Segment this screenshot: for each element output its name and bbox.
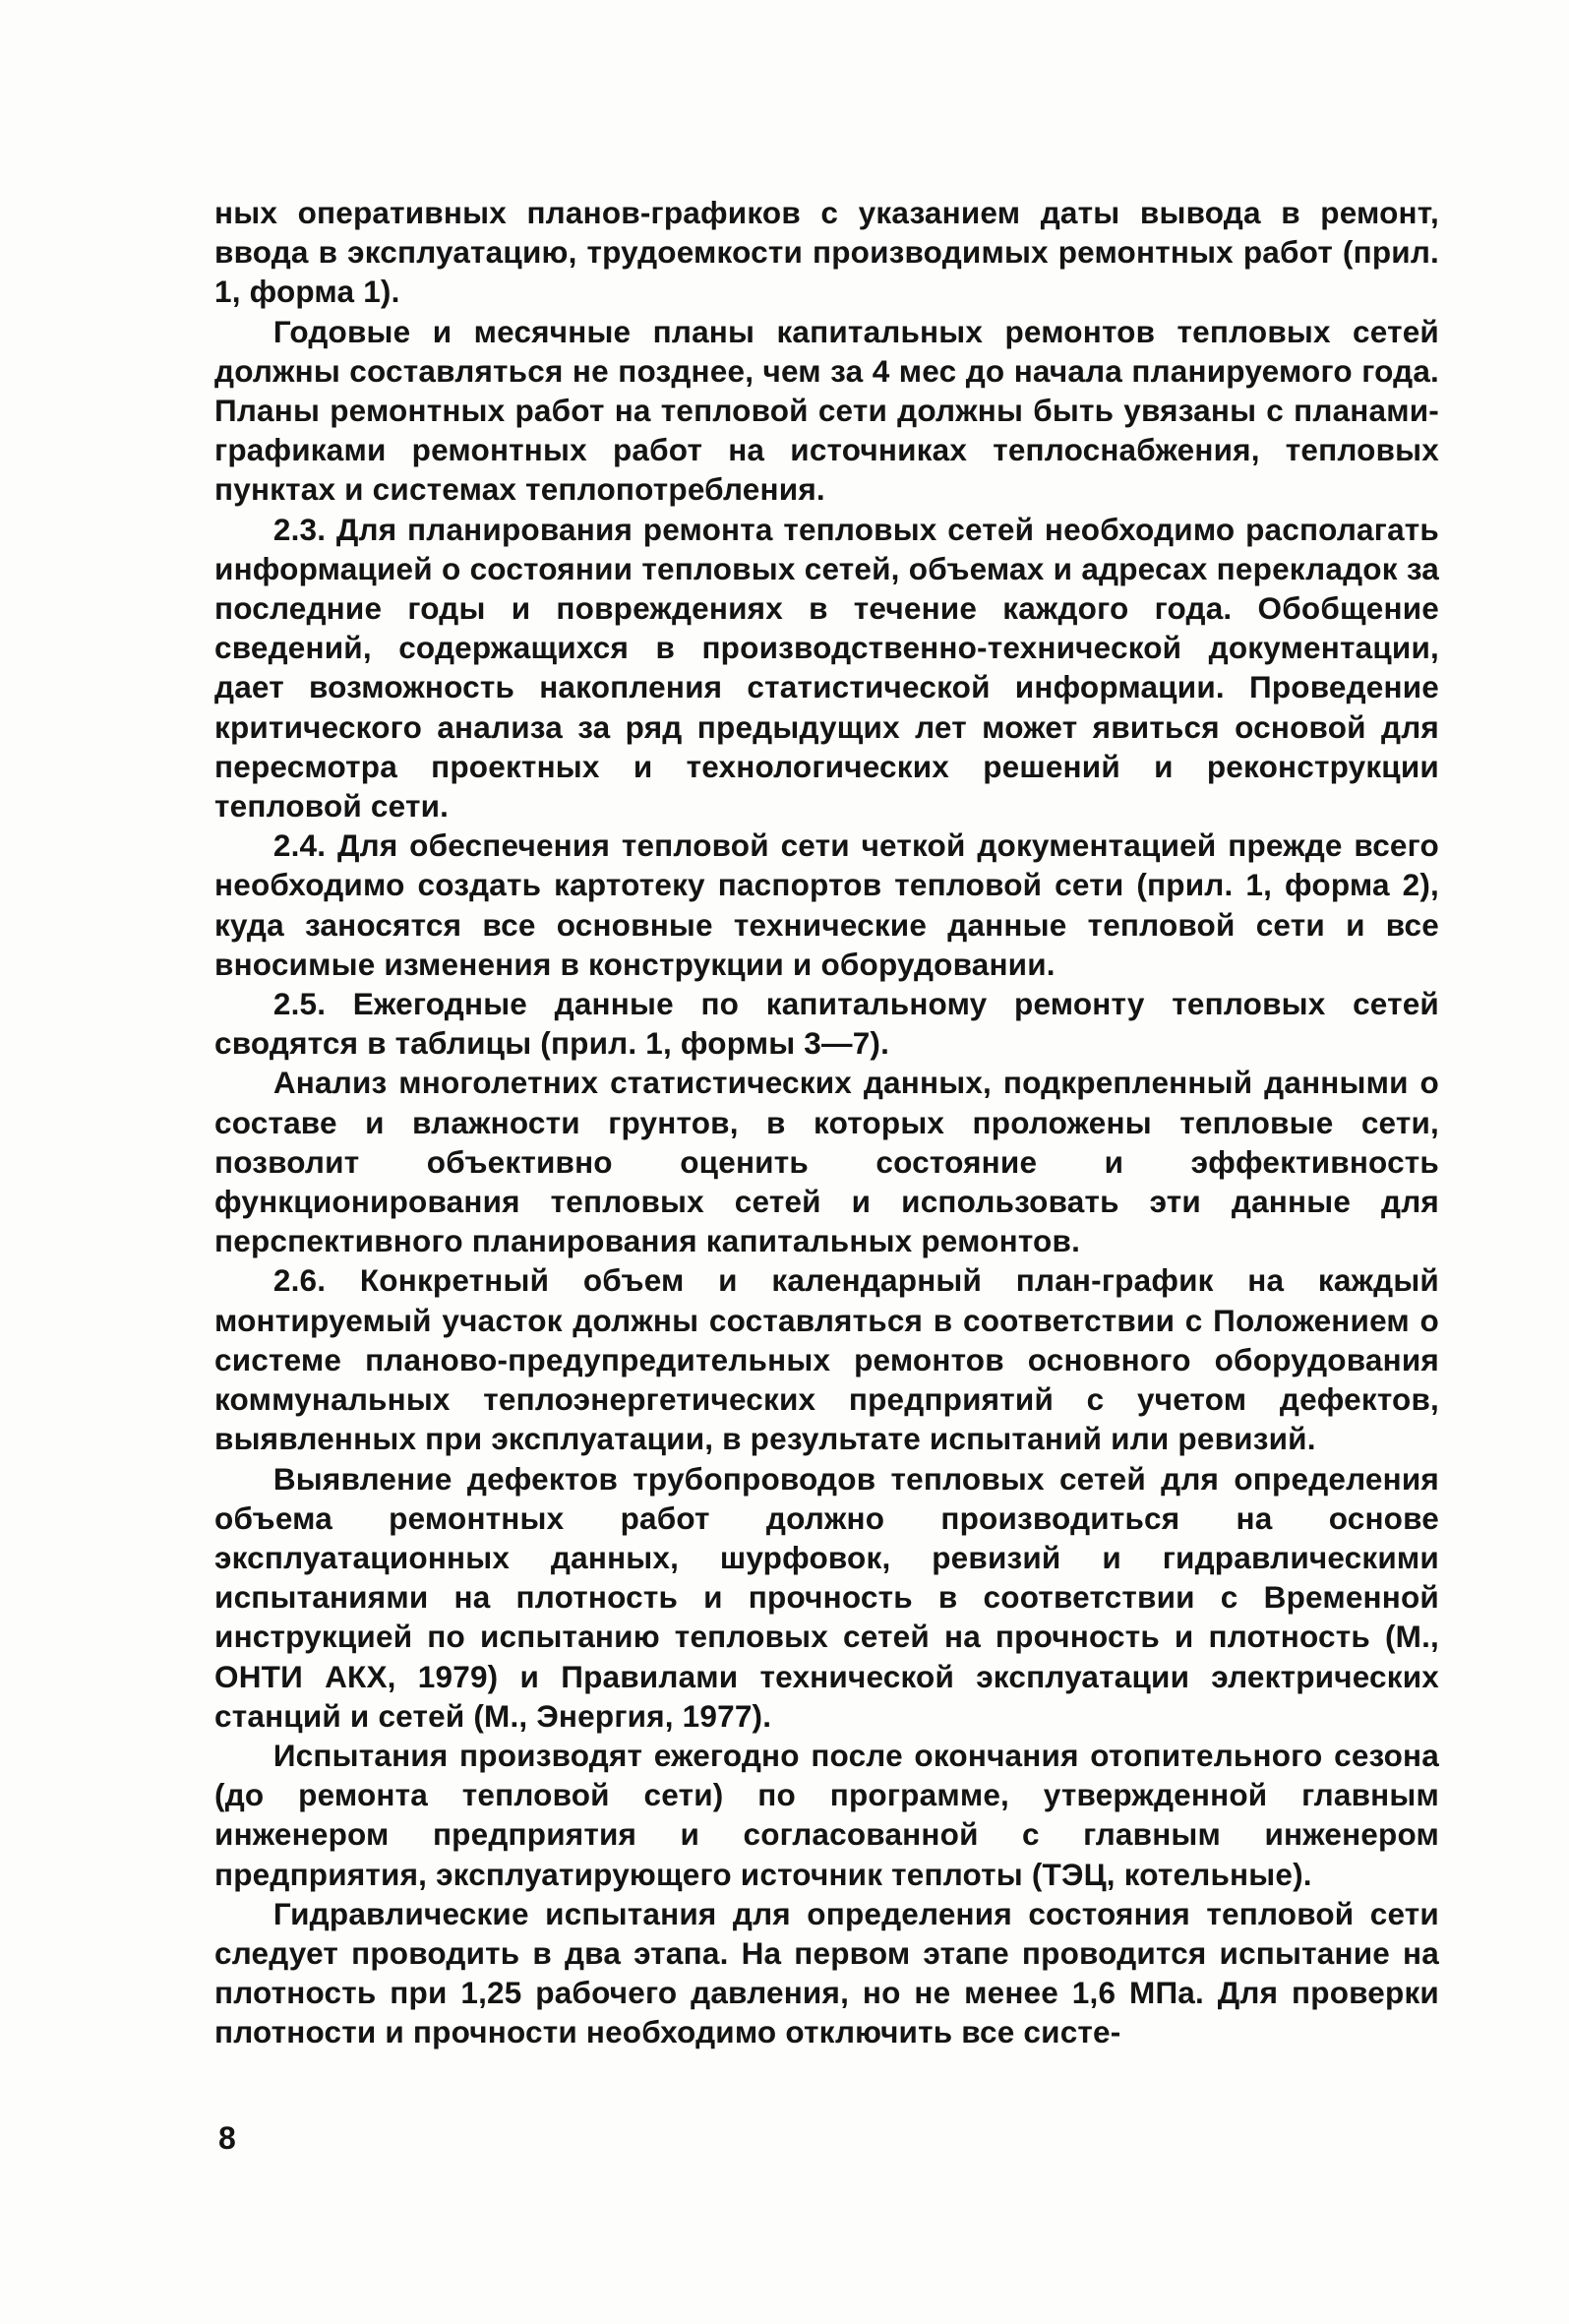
paragraph-2-6: 2.6. Конкретный объем и календарный план-график на каждый монтируемый участок должны составляться в соответствии с Положением о системе планово-предупредительных ремонтов основного оборудования коммунальных теплоэнергетических предприятий с учетом дефектов, выявленных при эксплуатации, в результате испытаний или ревизий. — [214, 1262, 1439, 1457]
paragraph-2-4: 2.4. Для обеспечения тепловой сети четкой документацией прежде всего необходимо создать картотеку паспортов тепловой сети (прил. 1, форма 2), куда заносятся все основные технические данные тепловой сети и все вносимые изменения в конструкции и оборудовании. — [214, 827, 1439, 982]
paragraph-2-5: 2.5. Ежегодные данные по капитальному ремонту тепловых сетей сводятся в таблицы (прил. 1, формы 3—7). — [214, 986, 1439, 1062]
paragraph-2-3: 2.3. Для планирования ремонта тепловых сетей необходимо располагать информацией о состоянии тепловых сетей, объемах и адресах перекладок за последние годы и повреждениях в течение каждого года. Обобщение сведений, содержащихся в производственно-технической документации, дает возможность накопления статистической информации. Проведение критического анализа за ряд предыдущих лет может явиться основой для пересмотра проектных и технологических решений и реконструкции тепловой сети. — [214, 511, 1439, 825]
paragraph-hydraulic-tests: Гидравлические испытания для определения состояния тепловой сети следует проводить в два этапа. На первом этапе проводится испытание на плотность при 1,25 рабочего давления, но не менее 1,6 МПа. Для проверки плотности и прочности необходимо отключить все систе- — [214, 1895, 1439, 2050]
paragraph-defect-detection: Выявление дефектов трубопроводов тепловых сетей для определения объема ремонтных работ должно производиться на основе эксплуатационных данных, шурфовок, ревизий и гидравлическими испытаниями на плотность и прочность в соответствии с Временной инструкцией по испытанию тепловых сетей на прочность и плотность (М., ОНТИ АКХ, 1979) и Правилами технической эксплуатации электрических станций и сетей (М., Энергия, 1977). — [214, 1460, 1439, 1734]
paragraph-annual-plans: Годовые и месячные планы капитальных ремонтов тепловых сетей должны составляться не позднее, чем за 4 мес до начала планируемого года. Планы ремонтных работ на тепловой сети должны быть увязаны с планами-графиками ремонтных работ на источниках теплоснабжения, тепловых пунктах и системах теплопотребления. — [214, 313, 1439, 508]
paragraph-tests-schedule: Испытания производят ежегодно после окончания отопительного сезона (до ремонта тепловой сети) по программе, утвержденной главным инженером предприятия и согласованной с главным инженером предприятия, эксплуатирующего источник теплоты (ТЭЦ, котельные). — [214, 1737, 1439, 1892]
paragraph-continuation: ных оперативных планов-графиков с указанием даты вывода в ремонт, ввода в эксплуатацию, трудоемкости производимых ремонтных работ (прил. 1, форма 1). — [214, 195, 1439, 310]
body-text — [214, 193, 1439, 2052]
paragraph-statistical-analysis: Анализ многолетних статистических данных, подкрепленный данными о составе и влажности грунтов, в которых проложены тепловые сети, позволит объективно оценить состояние и эффективность функционирования тепловых сетей и использовать эти данные для перспективного планирования капитальных ремонтов. — [214, 1065, 1439, 1259]
page-number: 8 — [218, 2120, 236, 2156]
